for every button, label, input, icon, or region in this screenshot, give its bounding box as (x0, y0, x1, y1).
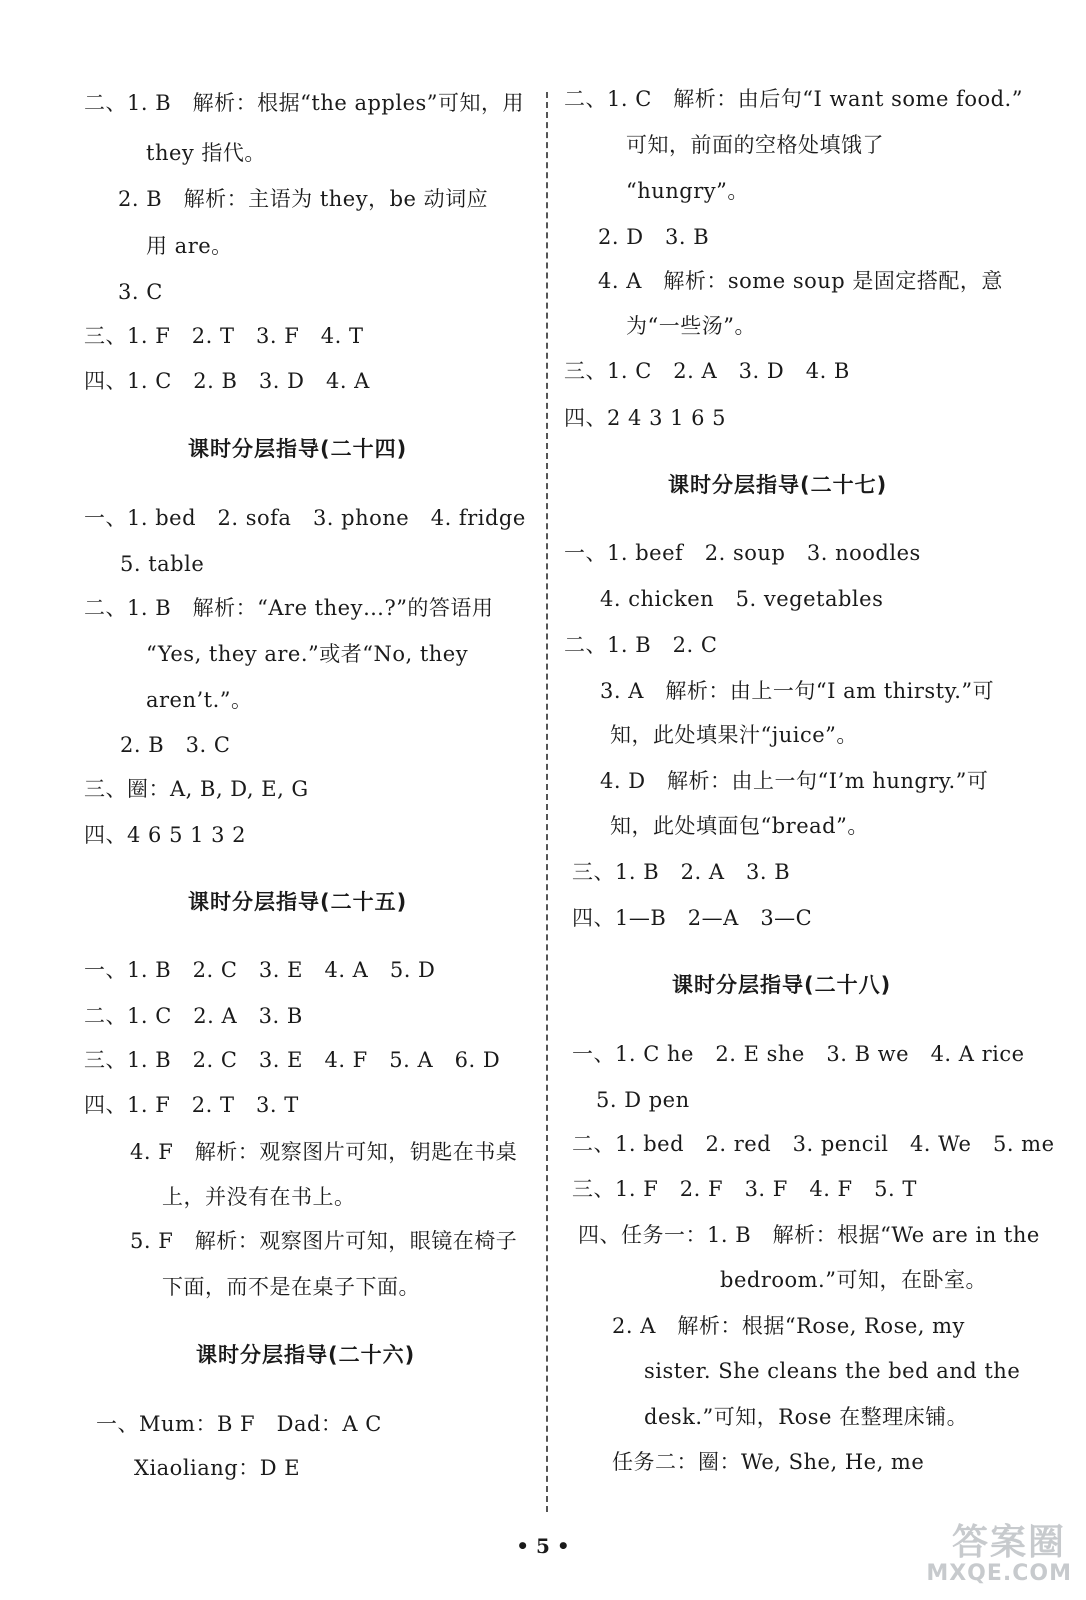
answer-line: 二、1. B 2. C (564, 633, 718, 657)
answer-line: 上，并没有在书上。 (162, 1185, 356, 1209)
answer-line: 下面，而不是在桌子下面。 (162, 1275, 420, 1299)
answer-line: 三、1. F 2. F 3. F 4. F 5. T (572, 1177, 917, 1201)
answer-line: 任务二：圈：We, She, He, me (612, 1450, 925, 1474)
answer-line: 四、1—B 2—A 3—C (572, 906, 813, 930)
answer-line: 用 are。 (146, 234, 233, 258)
answer-line: 5. F 解析：观察图片可知，眼镜在椅子 (130, 1229, 518, 1253)
answer-line: 一、1. C he 2. E she 3. B we 4. A rice (572, 1042, 1025, 1066)
right-column (564, 0, 1055, 1520)
answer-line: 4. A 解析：some soup 是固定搭配，意 (598, 269, 1003, 293)
answer-line: 二、1. B 解析：根据“the apples”可知，用 (84, 91, 525, 115)
section-heading: 课时分层指导(二十七) (668, 473, 888, 497)
answer-line: 2. B 解析：主语为 they，be 动词应 (118, 187, 489, 211)
page-number: • 5 • (516, 1534, 570, 1558)
answer-line: 4. D 解析：由上一句“I’m hungry.”可 (600, 769, 989, 793)
answer-line: bedroom.”可知，在卧室。 (720, 1268, 987, 1292)
answer-line: 4. F 解析：观察图片可知，钥匙在书桌 (130, 1140, 518, 1164)
answer-line: 四、1. C 2. B 3. D 4. A (84, 369, 370, 393)
answer-line: 3. C (118, 280, 163, 304)
answer-line: 一、1. beef 2. soup 3. noodles (564, 541, 921, 565)
answer-line: 知，此处填果汁“juice”。 (610, 723, 858, 747)
section-heading: 课时分层指导(二十五) (188, 890, 408, 914)
answer-line: “Yes, they are.”或者“No, they (146, 642, 469, 666)
answer-line: Xiaoliang：D E (134, 1456, 301, 1480)
answer-line: 2. B 3. C (120, 733, 231, 757)
section-heading: 课时分层指导(二十六) (196, 1343, 416, 1367)
answer-line: 四、1. F 2. T 3. T (84, 1093, 299, 1117)
answer-line: 三、1. B 2. A 3. B (572, 860, 791, 884)
answer-line: “hungry”。 (626, 179, 749, 203)
answer-line: 2. D 3. B (598, 225, 710, 249)
left-column (84, 0, 534, 1520)
answer-line: 2. A 解析：根据“Rose, Rose, my (612, 1314, 965, 1338)
answer-line: 为“一些汤”。 (626, 314, 756, 338)
answer-line: 一、1. bed 2. sofa 3. phone 4. fridge (84, 506, 526, 530)
section-heading: 课时分层指导(二十八) (672, 973, 892, 997)
answer-line: 3. A 解析：由上一句“I am thirsty.”可 (600, 679, 995, 703)
answer-line: 三、1. B 2. C 3. E 4. F 5. A 6. D (84, 1048, 501, 1072)
answer-line: 一、1. B 2. C 3. E 4. A 5. D (84, 958, 436, 982)
answer-line: sister. She cleans the bed and the (644, 1359, 1021, 1383)
answer-line: 三、1. F 2. T 3. F 4. T (84, 324, 364, 348)
answer-line: 四、4 6 5 1 3 2 (84, 823, 247, 847)
answer-line: 知，此处填面包“bread”。 (610, 814, 869, 838)
answer-line: 5. D pen (596, 1088, 690, 1112)
answer-line: 四、任务一：1. B 解析：根据“We are in the (578, 1223, 1040, 1247)
answer-line: 二、1. C 解析：由后句“I want some food.” (564, 87, 1023, 111)
watermark-url: MXQE.COM (926, 1561, 1072, 1586)
answer-line: 一、Mum：B F Dad：A C (96, 1412, 382, 1436)
answer-line: 二、1. C 2. A 3. B (84, 1004, 303, 1028)
answer-line: aren’t.”。 (146, 688, 253, 712)
answer-line: 四、2 4 3 1 6 5 (564, 406, 727, 430)
answer-line: 二、1. bed 2. red 3. pencil 4. We 5. me (572, 1132, 1055, 1156)
answer-line: 三、1. C 2. A 3. D 4. B (564, 359, 850, 383)
answer-line: 二、1. B 解析：“Are they…?”的答语用 (84, 596, 494, 620)
answer-line: 三、圈：A, B, D, E, G (84, 777, 309, 801)
answer-line: 可知，前面的空格处填饿了 (626, 133, 884, 157)
answer-line: 4. chicken 5. vegetables (600, 587, 884, 611)
answer-line: 5. table (120, 552, 205, 576)
answer-line: desk.”可知，Rose 在整理床铺。 (644, 1405, 969, 1429)
column-divider (546, 92, 548, 1512)
watermark-logo (922, 1514, 1072, 1586)
watermark-text: 答案圈 (951, 1522, 1066, 1563)
section-heading: 课时分层指导(二十四) (188, 437, 408, 461)
answer-line: they 指代。 (146, 141, 266, 165)
